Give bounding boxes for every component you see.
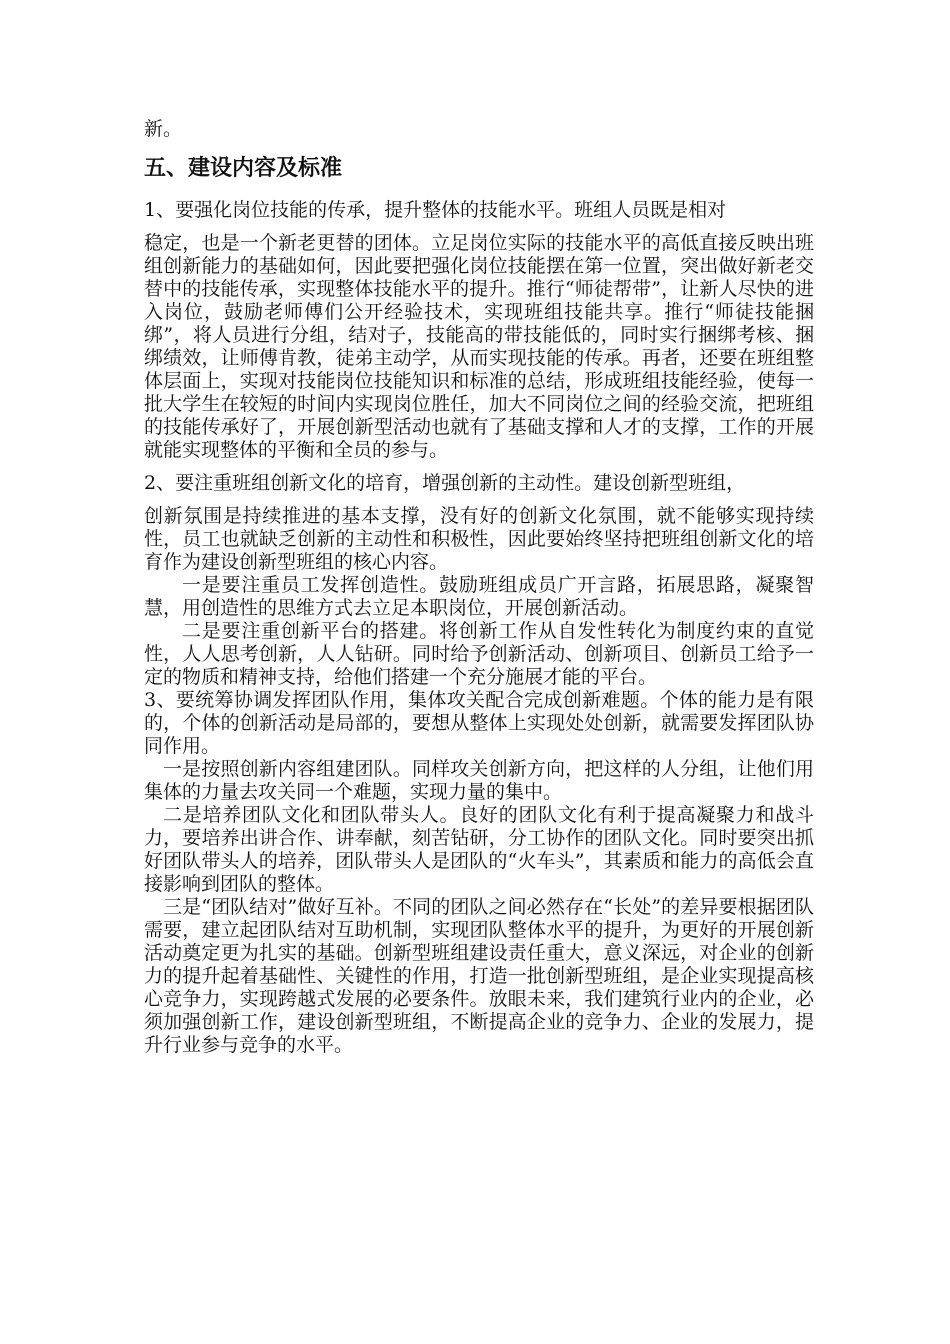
section2-body: 创新氛围是持续推进的基本支撑，没有好的创新文化氛围，就不能够实现持续性，员工也就缺乏创新的主动性和积极性，因此要始终坚持把班组创新文化的培育作为建设创新型班组的核心内容。 (144, 505, 814, 573)
section3-point1: 一是按照创新内容组建团队。同样攻关创新方向，把这样的人分组，让他们用集体的力量去攻关同一个难题，实现力量的集中。 (144, 758, 814, 803)
section3-lead: 3、要统筹协调发挥团队作用，集体攻关配合完成创新难题。个体的能力是有限的，个体的创新活动是局部的，要想从整体上实现处处创新，就需要发挥团队协同作用。 (144, 689, 814, 757)
section1-body: 稳定，也是一个新老更替的团体。立足岗位实际的技能水平的高低直接反映出班组创新能力的基础如何，因此要把强化岗位技能摆在第一位置，突出做好新老交替中的技能传承，实现整体技能水平的提升。推行“师徒帮带”，让新人尽快的进入岗位，鼓励老师傅们公开经验技术，实现班组技能共享。推行“师徒技能捆绑”，将人员进行分组，结对子，技能高的带技能低的，同时实行捆绑考核、捆绑绩效，让师傅肯教，徒弟主动学，从而实现技能的传承。再者，还要在班组整体层面上，实现对技能岗位技能知识和标准的总结，形成班组技能经验，使每一批大学生在较短的时间内实现岗位胜任，加大不同岗位之间的经验交流，把班组的技能传承好了，开展创新型活动也就有了基础支撑和人才的支撑，工作的开展就能实现整体的平衡和全员的参与。 (144, 232, 814, 461)
section2-point1: 一是要注重员工发挥创造性。鼓励班组成员广开言路，拓展思路，凝聚智慧，用创造性的思维方式去立足本职岗位，开展创新活动。 (144, 574, 814, 619)
document-page (144, 118, 814, 1057)
section-heading: 五、建设内容及标准 (144, 156, 343, 181)
section1-lead: 1、要强化岗位技能的传承，提升整体的技能水平。班组人员既是相对 (144, 199, 727, 221)
continuation-text: 新。 (144, 118, 183, 140)
section3-point3: 三是“团队结对”做好互补。不同的团队之间必然存在“长处”的差异要根据团队需要，建立起团队结对互助机制，实现团队整体水平的提升，为更好的开展创新活动奠定更为扎实的基础。创新型班组建设责任重大，意义深远，对企业的创新力的提升起着基础性、关键性的作用，打造一批创新型班组，是企业实现提高核心竞争力，实现跨越式发展的必要条件。放眼未来，我们建筑行业内的企业，必须加强创新工作，建设创新型班组，不断提高企业的竞争力、企业的发展力，提升行业参与竞争的水平。 (144, 896, 814, 1056)
section3-point2: 二是培养团队文化和团队带头人。良好的团队文化有利于提高凝聚力和战斗力，要培养出讲合作、讲奉献，刻苦钻研，分工协作的团队文化。同时要突出抓好团队带头人的培养，团队带头人是团队的“火车头”，其素质和能力的高低会直接影响到团队的整体。 (144, 804, 814, 895)
section2-point2: 二是要注重创新平台的搭建。将创新工作从自发性转化为制度约束的直觉性，人人思考创新，人人钻研。同时给予创新活动、创新项目、创新员工给予一定的物质和精神支持，给他们搭建一个充分施展才能的平台。 (144, 620, 814, 688)
section2-lead: 2、要注重班组创新文化的培育，增强创新的主动性。建设创新型班组， (144, 472, 746, 494)
